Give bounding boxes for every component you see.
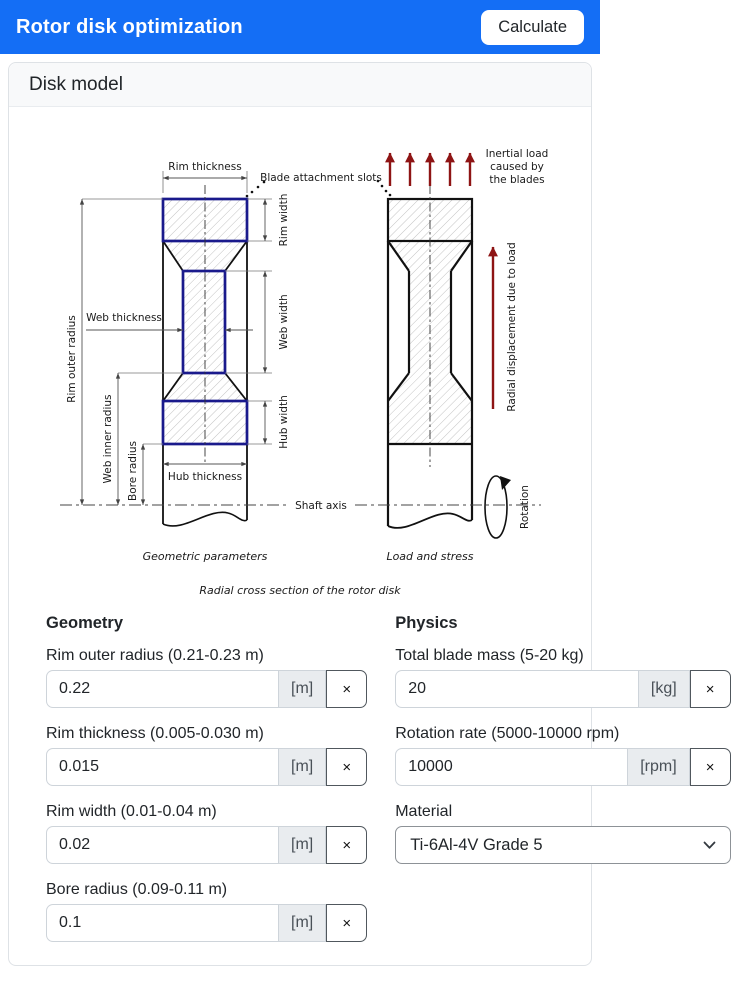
blade-slots-label: Blade attachment slots bbox=[260, 172, 382, 184]
rim-thickness-input[interactable] bbox=[46, 748, 279, 786]
shaft-axis-label: Shaft axis bbox=[295, 500, 347, 512]
rotation-label: Rotation bbox=[519, 485, 531, 529]
geometry-column bbox=[46, 614, 367, 957]
chevron-down-icon bbox=[703, 841, 716, 850]
card-title: Disk model bbox=[29, 74, 123, 95]
blade-mass-unit: [kg] bbox=[639, 670, 690, 708]
geometry-heading: Geometry bbox=[46, 614, 124, 632]
rim-width-unit: [m] bbox=[279, 826, 326, 864]
load-section bbox=[386, 148, 548, 563]
blade-mass-field bbox=[395, 645, 730, 708]
figure-caption: Radial cross section of the rotor disk bbox=[199, 584, 401, 597]
web-thickness-label: Web thickness bbox=[86, 312, 162, 324]
card-body bbox=[9, 131, 715, 981]
physics-column bbox=[395, 614, 730, 957]
inertial-load-arrows bbox=[390, 153, 470, 186]
rim-thickness-label: Rim thickness bbox=[168, 161, 242, 173]
rotation-rate-input[interactable] bbox=[395, 748, 628, 786]
radial-displacement-label: Radial displacement due to load bbox=[506, 242, 518, 412]
physics-heading: Physics bbox=[395, 614, 458, 632]
bore-radius-input[interactable] bbox=[46, 904, 279, 942]
rim-width-label: Rim width (0.01-0.04 m) bbox=[46, 803, 217, 820]
rim-outer-radius-unit: [m] bbox=[279, 670, 326, 708]
rim-width-input[interactable] bbox=[46, 826, 279, 864]
rotor-disk-figure bbox=[20, 131, 580, 601]
bore-radius-label: Bore radius (0.09-0.11 m) bbox=[46, 881, 228, 898]
web-inner-radius-label: Web inner radius bbox=[102, 394, 114, 484]
app-title: Rotor disk optimization bbox=[16, 15, 243, 38]
material-field bbox=[395, 801, 730, 864]
rim-thickness-field bbox=[46, 723, 367, 786]
disk-model-card bbox=[8, 62, 715, 966]
rim-thickness-unit: [m] bbox=[279, 748, 326, 786]
rim-thickness-label: Rim thickness (0.005-0.030 m) bbox=[46, 725, 264, 742]
web-width-label: Web width bbox=[278, 294, 290, 350]
inertial-load-label-1: Inertial load bbox=[485, 148, 549, 160]
bore-radius-clear-button[interactable]: × bbox=[326, 904, 367, 942]
parameter-form bbox=[9, 614, 715, 957]
calculate-button[interactable]: Calculate bbox=[481, 10, 584, 45]
blade-mass-clear-button[interactable]: × bbox=[690, 670, 731, 708]
left-figure-caption: Geometric parameters bbox=[142, 550, 268, 563]
right-figure-caption: Load and stress bbox=[386, 550, 474, 563]
inertial-load-label-3: the blades bbox=[489, 174, 545, 186]
rim-thickness-clear-button[interactable]: × bbox=[326, 748, 367, 786]
bore-radius-label: Bore radius bbox=[127, 441, 139, 501]
rotation-rate-clear-button[interactable]: × bbox=[690, 748, 731, 786]
rim-outer-radius-input[interactable] bbox=[46, 670, 279, 708]
blade-mass-label: Total blade mass (5-20 kg) bbox=[395, 647, 584, 664]
inertial-load-label-2: caused by bbox=[490, 161, 544, 173]
bore-radius-field bbox=[46, 879, 367, 942]
rim-width-field bbox=[46, 801, 367, 864]
hub-thickness-label: Hub thickness bbox=[167, 471, 243, 483]
rim-width-label: Rim width bbox=[278, 193, 290, 247]
hub-width-label: Hub width bbox=[278, 395, 290, 449]
rotation-rate-field bbox=[395, 723, 730, 786]
rim-outer-radius-label: Rim outer radius (0.21-0.23 m) bbox=[46, 647, 264, 664]
material-select-value: Ti-6Al-4V Grade 5 bbox=[410, 835, 543, 854]
rim-outer-radius-field bbox=[46, 645, 367, 708]
rotation-rate-label: Rotation rate (5000-10000 rpm) bbox=[395, 725, 620, 742]
rotation-rate-unit: [rpm] bbox=[628, 748, 689, 786]
material-label: Material bbox=[395, 803, 453, 820]
rotation-symbol bbox=[485, 476, 511, 538]
bore-radius-unit: [m] bbox=[279, 904, 326, 942]
card-header bbox=[9, 63, 591, 107]
app-header bbox=[0, 0, 600, 54]
rim-width-clear-button[interactable]: × bbox=[326, 826, 367, 864]
rim-outer-radius-label: Rim outer radius bbox=[66, 315, 78, 403]
blade-mass-input[interactable] bbox=[395, 670, 639, 708]
rim-outer-radius-clear-button[interactable]: × bbox=[326, 670, 367, 708]
material-select[interactable] bbox=[395, 826, 730, 864]
